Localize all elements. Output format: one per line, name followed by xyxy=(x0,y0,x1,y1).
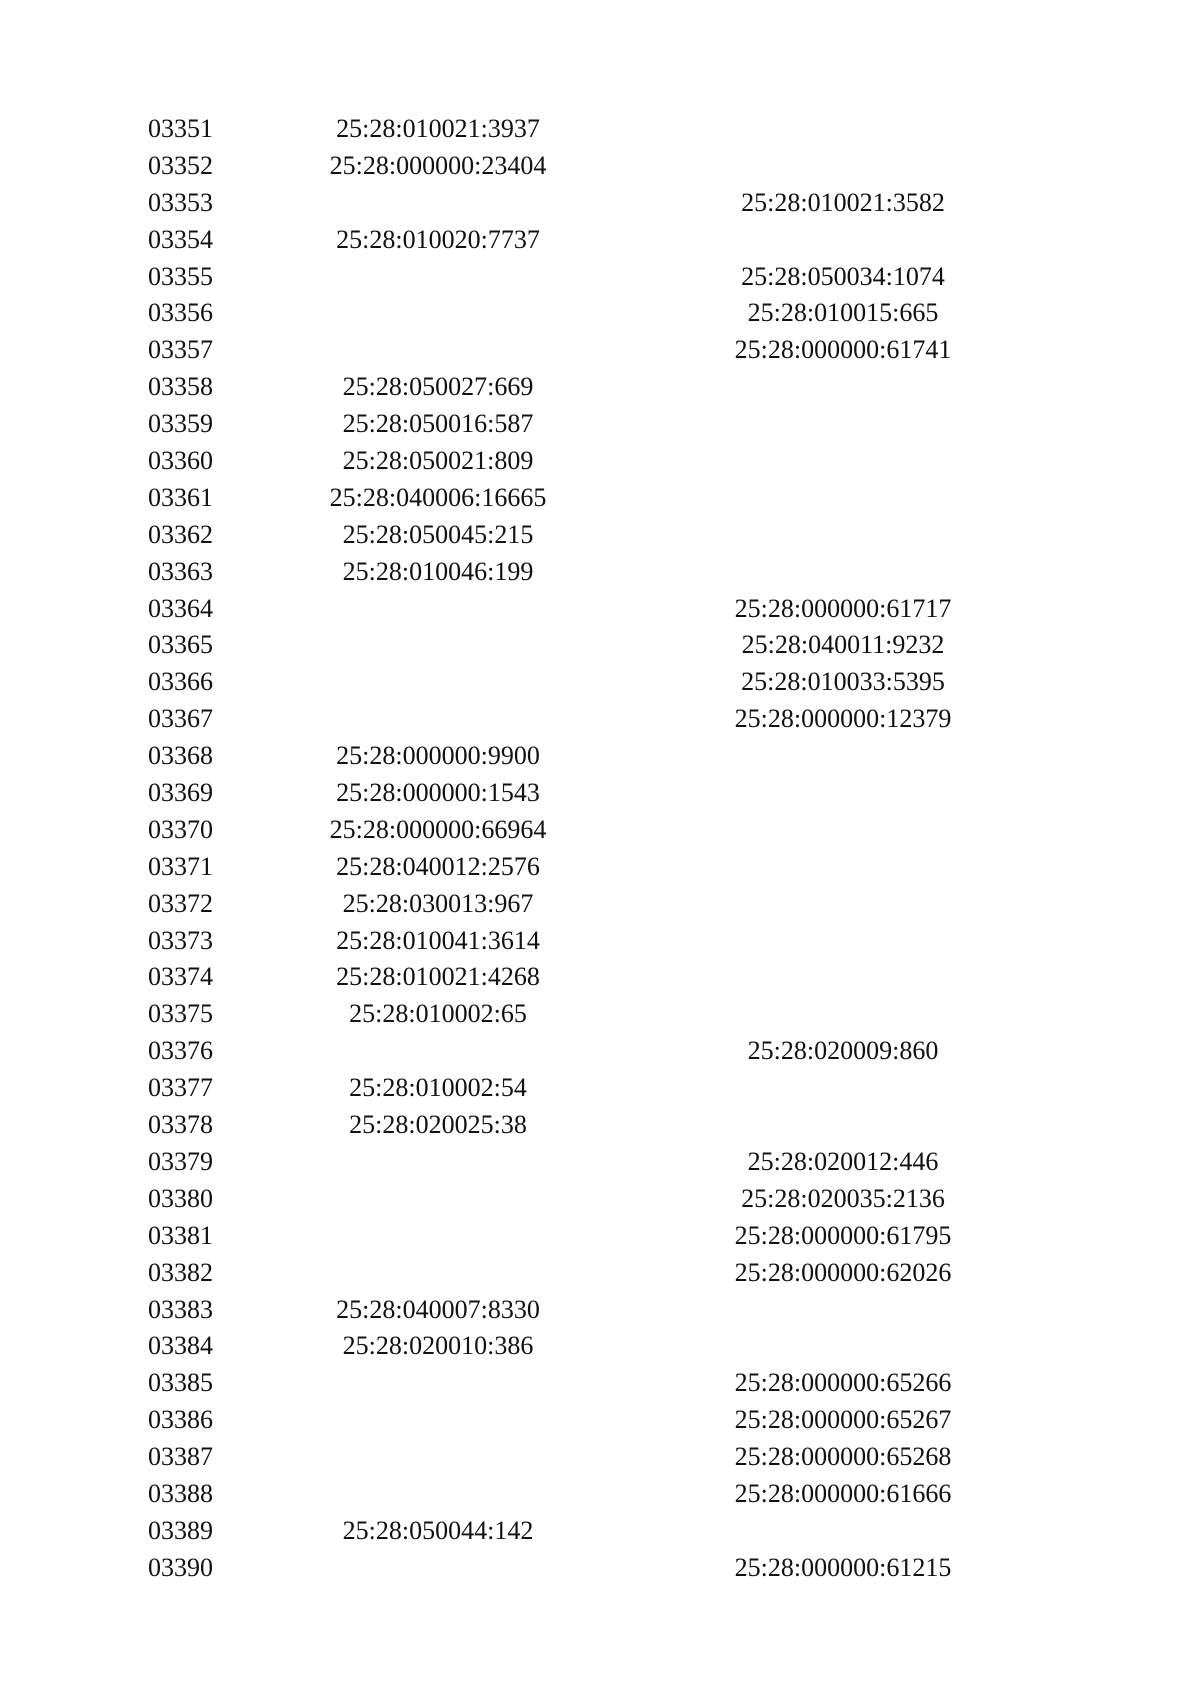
cadastral-number-col-2: 25:28:000000:61795 xyxy=(734,1220,952,1250)
row-number: 03358 xyxy=(148,372,213,402)
table-row xyxy=(148,517,968,554)
cadastral-number-col-2: 25:28:010015:665 xyxy=(747,298,939,328)
table-row xyxy=(148,406,968,443)
cadastral-number-col-2 xyxy=(703,923,983,960)
row-number: 03385 xyxy=(148,1368,213,1398)
table-row xyxy=(148,443,968,480)
table-row xyxy=(148,1144,968,1181)
table-row xyxy=(148,738,968,775)
table-row xyxy=(148,1107,968,1144)
cadastral-number-col-2: 25:28:000000:62026 xyxy=(734,1257,952,1287)
cadastral-number-col-1 xyxy=(298,701,578,738)
table-row xyxy=(148,1402,968,1439)
row-number: 03386 xyxy=(148,1405,213,1435)
cadastral-number-col-1 xyxy=(298,1144,578,1181)
row-number: 03353 xyxy=(148,187,213,217)
cadastral-number-col-1 xyxy=(298,1550,578,1587)
row-number: 03359 xyxy=(148,409,213,439)
cadastral-number-col-2: 25:28:000000:12379 xyxy=(734,704,952,734)
table-row xyxy=(148,627,968,664)
row-number: 03351 xyxy=(148,114,213,143)
cadastral-number-col-2 xyxy=(703,738,983,775)
cadastral-number-col-1: 25:28:040012:2576 xyxy=(336,851,540,881)
row-number: 03389 xyxy=(148,1515,213,1545)
cadastral-number-col-1 xyxy=(298,332,578,369)
table-row xyxy=(148,1218,968,1255)
table-row xyxy=(148,480,968,517)
cadastral-number-col-1: 25:28:050027:669 xyxy=(342,372,534,402)
row-number: 03367 xyxy=(148,704,213,734)
table-row xyxy=(148,812,968,849)
cadastral-number-col-2: 25:28:020009:860 xyxy=(747,1036,939,1066)
cadastral-number-col-1 xyxy=(298,1439,578,1476)
table-row xyxy=(148,591,968,628)
table-row xyxy=(148,849,968,886)
row-number: 03366 xyxy=(148,667,213,697)
table-row xyxy=(148,369,968,406)
cadastral-number-col-2 xyxy=(703,369,983,406)
cadastral-number-col-2 xyxy=(703,996,983,1033)
cadastral-number-col-2: 25:28:000000:65266 xyxy=(734,1368,952,1398)
cadastral-number-col-2 xyxy=(703,406,983,443)
cadastral-number-col-1: 25:28:040006:16665 xyxy=(329,482,547,512)
cadastral-number-col-1 xyxy=(298,627,578,664)
table-row xyxy=(148,923,968,960)
row-number: 03360 xyxy=(148,446,213,476)
row-number: 03363 xyxy=(148,556,213,586)
row-number: 03356 xyxy=(148,298,213,328)
row-number: 03364 xyxy=(148,593,213,623)
cadastral-number-col-1: 25:28:000000:66964 xyxy=(329,814,547,844)
cadastral-number-col-1 xyxy=(298,1476,578,1513)
table-row xyxy=(148,886,968,923)
row-number: 03390 xyxy=(148,1552,213,1582)
cadastral-number-col-1 xyxy=(298,295,578,332)
cadastral-number-col-2 xyxy=(703,1107,983,1144)
row-number: 03379 xyxy=(148,1146,213,1176)
cadastral-number-col-1: 25:28:010046:199 xyxy=(342,556,534,586)
cadastral-number-col-2 xyxy=(703,1070,983,1107)
row-number: 03368 xyxy=(148,741,213,771)
cadastral-number-col-1 xyxy=(298,591,578,628)
row-number: 03354 xyxy=(148,224,213,254)
cadastral-number-col-2: 25:28:010021:3582 xyxy=(741,187,945,217)
row-number: 03377 xyxy=(148,1073,213,1103)
table-row xyxy=(148,1513,968,1550)
cadastral-number-col-2 xyxy=(703,775,983,812)
table-row xyxy=(148,1255,968,1292)
row-number: 03373 xyxy=(148,925,213,955)
table-row xyxy=(148,295,968,332)
row-number: 03357 xyxy=(148,335,213,365)
row-number: 03365 xyxy=(148,630,213,660)
table-row xyxy=(148,1070,968,1107)
row-number: 03362 xyxy=(148,519,213,549)
row-number: 03376 xyxy=(148,1036,213,1066)
cadastral-number-col-2 xyxy=(703,849,983,886)
cadastral-number-col-1: 25:28:010002:65 xyxy=(349,999,527,1029)
table-row xyxy=(148,185,968,222)
cadastral-number-col-1 xyxy=(298,185,578,222)
cadastral-number-col-1: 25:28:050045:215 xyxy=(342,519,534,549)
cadastral-number-col-2 xyxy=(703,886,983,923)
table-row xyxy=(148,701,968,738)
row-number: 03371 xyxy=(148,851,213,881)
cadastral-number-col-1 xyxy=(298,1255,578,1292)
row-number: 03374 xyxy=(148,962,213,992)
cadastral-number-col-2: 25:28:000000:61741 xyxy=(734,335,952,365)
cadastral-number-col-1: 25:28:010002:54 xyxy=(349,1073,527,1103)
row-number: 03372 xyxy=(148,888,213,918)
table-row xyxy=(148,664,968,701)
cadastral-number-col-1: 25:28:000000:9900 xyxy=(336,741,540,771)
table-row xyxy=(148,959,968,996)
cadastral-number-col-2: 25:28:040011:9232 xyxy=(741,630,945,660)
cadastral-number-col-2: 25:28:000000:61215 xyxy=(734,1552,952,1582)
row-number: 03352 xyxy=(148,150,213,180)
row-number: 03387 xyxy=(148,1442,213,1472)
row-number: 03355 xyxy=(148,261,213,291)
cadastral-number-col-1 xyxy=(298,1033,578,1070)
table-row xyxy=(148,259,968,296)
table-row xyxy=(148,1439,968,1476)
table-row xyxy=(148,1181,968,1218)
cadastral-number-col-2: 25:28:000000:61666 xyxy=(734,1478,952,1508)
row-number: 03361 xyxy=(148,482,213,512)
table-row xyxy=(148,554,968,591)
cadastral-number-col-2: 25:28:010033:5395 xyxy=(741,667,945,697)
cadastral-number-col-1 xyxy=(298,259,578,296)
cadastral-number-col-1 xyxy=(298,1218,578,1255)
row-number: 03384 xyxy=(148,1331,213,1361)
table-row xyxy=(148,1476,968,1513)
table-row xyxy=(148,996,968,1033)
cadastral-number-col-1: 25:28:010020:7737 xyxy=(336,224,540,254)
row-number: 03378 xyxy=(148,1110,213,1140)
table-row xyxy=(148,1033,968,1070)
row-number: 03383 xyxy=(148,1294,213,1324)
row-number: 03388 xyxy=(148,1478,213,1508)
cadastral-number-col-2 xyxy=(703,480,983,517)
table-row xyxy=(148,332,968,369)
row-number: 03370 xyxy=(148,814,213,844)
row-number: 03380 xyxy=(148,1183,213,1213)
table-row xyxy=(148,1365,968,1402)
table-row xyxy=(148,222,968,259)
row-number: 03382 xyxy=(148,1257,213,1287)
cadastral-number-col-1: 25:28:030013:967 xyxy=(342,888,534,918)
cadastral-number-col-2: 25:28:000000:65267 xyxy=(734,1405,952,1435)
cadastral-number-col-1: 25:28:020025:38 xyxy=(349,1110,527,1140)
cadastral-number-col-2 xyxy=(703,1328,983,1365)
cadastral-number-col-1 xyxy=(298,664,578,701)
cadastral-number-col-2: 25:28:000000:65268 xyxy=(734,1442,952,1472)
cadastral-number-col-1: 25:28:020010:386 xyxy=(342,1331,534,1361)
cadastral-number-col-2 xyxy=(703,517,983,554)
cadastral-number-col-2: 25:28:020035:2136 xyxy=(741,1183,945,1213)
cadastral-number-col-2 xyxy=(703,443,983,480)
table-row xyxy=(148,1328,968,1365)
cadastral-number-col-1: 25:28:000000:1543 xyxy=(336,778,540,808)
cadastral-number-col-2 xyxy=(703,554,983,591)
cadastral-number-col-2 xyxy=(703,1292,983,1329)
table-row xyxy=(148,1550,968,1587)
table-row xyxy=(148,111,968,148)
cadastral-number-col-1 xyxy=(298,1365,578,1402)
row-number: 03381 xyxy=(148,1220,213,1250)
cadastral-number-col-1: 25:28:010041:3614 xyxy=(336,925,540,955)
cadastral-number-col-2: 25:28:050034:1074 xyxy=(741,261,945,291)
cadastral-number-col-2 xyxy=(703,111,983,148)
cadastral-number-col-1: 25:28:050021:809 xyxy=(342,446,534,476)
cadastral-number-col-1 xyxy=(298,1181,578,1218)
cadastral-number-col-2 xyxy=(703,148,983,185)
cadastral-number-col-2 xyxy=(703,959,983,996)
cadastral-number-col-2 xyxy=(703,222,983,259)
table-row xyxy=(148,775,968,812)
cadastral-number-col-1: 25:28:010021:3937 xyxy=(336,114,540,143)
row-number: 03375 xyxy=(148,999,213,1029)
cadastral-number-col-2 xyxy=(703,812,983,849)
cadastral-number-table xyxy=(148,111,968,1587)
cadastral-number-col-2 xyxy=(703,1513,983,1550)
cadastral-number-col-1: 25:28:050044:142 xyxy=(342,1515,534,1545)
row-number: 03369 xyxy=(148,778,213,808)
cadastral-number-col-1: 25:28:010021:4268 xyxy=(336,962,540,992)
cadastral-number-col-1: 25:28:000000:23404 xyxy=(329,150,547,180)
cadastral-number-col-1: 25:28:040007:8330 xyxy=(336,1294,540,1324)
table-row xyxy=(148,148,968,185)
cadastral-number-col-2: 25:28:020012:446 xyxy=(747,1146,939,1176)
cadastral-number-col-2: 25:28:000000:61717 xyxy=(734,593,952,623)
cadastral-number-col-1 xyxy=(298,1402,578,1439)
cadastral-number-col-1: 25:28:050016:587 xyxy=(342,409,534,439)
table-row xyxy=(148,1292,968,1329)
